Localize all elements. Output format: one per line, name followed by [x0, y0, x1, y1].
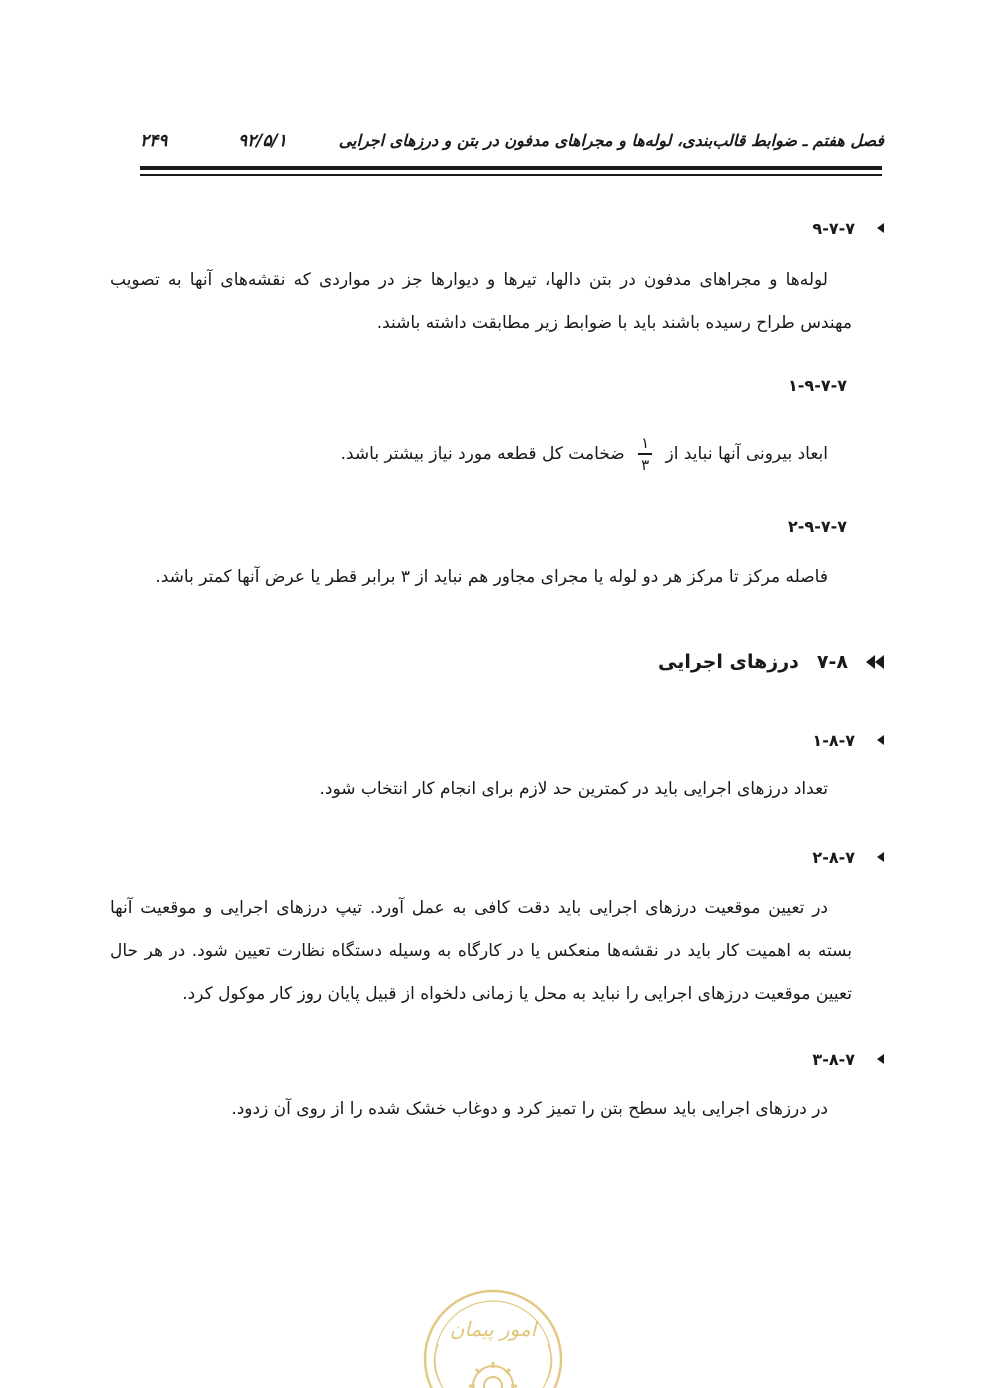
clause-number: ۱-۸-۷	[812, 730, 855, 750]
section-heading-7-8	[658, 642, 884, 682]
paragraph-line	[110, 433, 852, 476]
running-header-title: فصل هفتم ـ ضوابط قالب‌بندی، لوله‌ها و مجراهای مدفون در بتن و درزهای اجرایی	[338, 131, 884, 150]
paragraph-7-8-3	[110, 1088, 852, 1131]
paragraph-line: در درزهای اجرایی باید سطح بتن را تمیز کرد و دوغاب خشک شده را از روی آن زدود.	[231, 1099, 828, 1119]
paragraph-line: فاصله مرکز تا مرکز هر دو لوله یا مجرای مجاور هم نباید از ۳ برابر قطر یا عرض آنها کمتر باشد.	[155, 567, 828, 587]
clause-heading-7-7-9	[812, 212, 884, 244]
paragraph-line: تعداد درزهای اجرایی باید در کمترین حد لازم برای انجام کار انتخاب شود.	[319, 779, 828, 799]
clause-number: ۳-۸-۷	[812, 1049, 855, 1069]
header-rule-thick	[140, 166, 882, 170]
paragraph-7-7-9	[110, 259, 852, 345]
text-after-fraction: ضخامت کل قطعه مورد نیاز بیشتر باشد.	[340, 444, 625, 464]
clause-heading-7-8-2	[812, 841, 884, 873]
watermark-logo	[400, 1264, 586, 1388]
paragraph-line: تعیین موقعیت درزهای اجرایی را نباید به محل یا زمانی دلخواه از قبیل پایان روز کار موکول کرد.	[182, 984, 852, 1004]
fraction-bar	[638, 453, 652, 454]
fraction-one-third	[638, 435, 652, 472]
section-number: ۷-۸	[816, 651, 848, 673]
page-number: ۲۴۹	[140, 131, 168, 151]
bullet-triangle-icon	[877, 223, 884, 233]
double-triangle-icon	[866, 655, 884, 669]
paragraph-7-8-1	[110, 768, 852, 811]
watermark-seal-icon	[400, 1264, 586, 1388]
text-before-fraction: ابعاد بیرونی آنها نباید از	[665, 444, 828, 464]
clause-number: ۹-۷-۷	[812, 218, 855, 238]
fraction-denominator: ۳	[641, 455, 650, 474]
clause-number: ۲-۸-۷	[812, 847, 855, 867]
paragraph-line: بسته به اهمیت کار باید در نقشه‌ها منعکس یا در کارگاه به وسیله دستگاه نظارت تعیین شود. در هر حال	[110, 941, 852, 961]
section-title: درزهای اجرایی	[658, 651, 799, 673]
paragraph-7-8-2	[110, 887, 852, 1016]
paragraph-line: لوله‌ها و مجراهای مدفون در بتن دالها، تیرها و دیوارها جز در مواردی که نقشه‌های آنها به تصویب	[110, 270, 828, 290]
clause-number-7-7-9-1: ۱-۹-۷-۷	[788, 376, 847, 395]
paragraph-line: در تعیین موقعیت درزهای اجرایی باید دقت کافی به عمل آورد. تیپ درزهای اجرایی و موقعیت آنها	[110, 898, 828, 918]
clause-heading-7-8-3	[812, 1043, 884, 1075]
clause-number-7-7-9-2: ۲-۹-۷-۷	[788, 517, 847, 536]
fraction-numerator: ۱	[641, 434, 650, 453]
watermark-text: امور پیمان	[449, 1317, 537, 1341]
clause-heading-7-8-1	[812, 724, 884, 756]
paragraph-7-7-9-1	[110, 433, 852, 476]
paragraph-7-7-9-2	[110, 556, 852, 599]
bullet-triangle-icon	[877, 735, 884, 745]
header-rule-thin	[140, 174, 882, 176]
bullet-triangle-icon	[877, 852, 884, 862]
header-date: ۹۲/۵/۱	[238, 131, 287, 151]
paragraph-line: مهندس طراح رسیده باشند باید با ضوابط زیر مطابقت داشته باشند.	[376, 313, 852, 333]
bullet-triangle-icon	[877, 1054, 884, 1064]
